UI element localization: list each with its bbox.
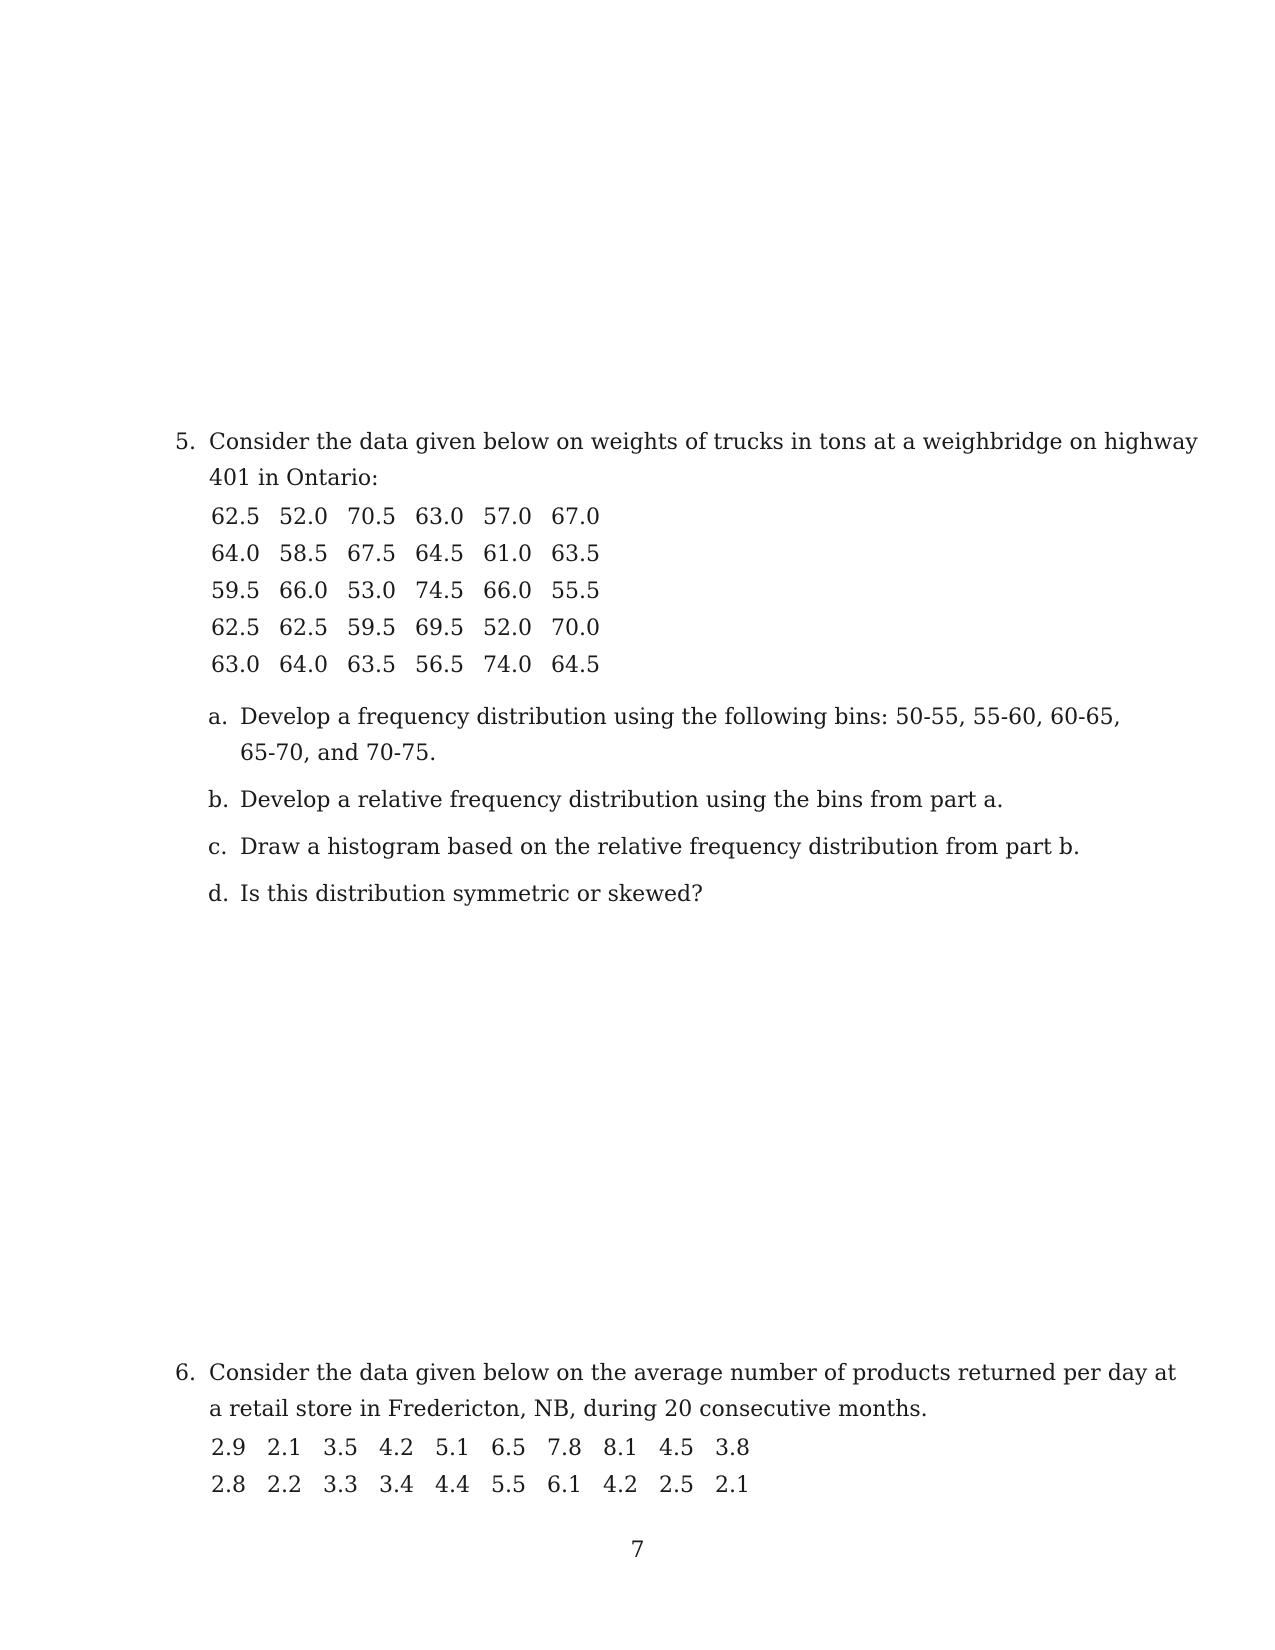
table-cell: 67.0 — [551, 505, 600, 530]
table-row — [211, 1430, 771, 1467]
table-cell: 69.5 — [415, 616, 464, 641]
problem-statement: Consider the data given below on weights of trucks in tons at a weighbridge on highway — [209, 430, 1198, 455]
table-cell: 2.8 — [211, 1473, 246, 1498]
table-cell: 64.5 — [551, 653, 600, 678]
table-cell: 63.5 — [347, 653, 396, 678]
table-cell: 74.5 — [415, 579, 464, 604]
table-row — [211, 1467, 771, 1504]
problem-number: 5. — [175, 430, 196, 455]
table-cell: 4.2 — [603, 1473, 638, 1498]
page-number: 7 — [630, 1538, 645, 1563]
table-row — [211, 610, 619, 647]
table-cell: 74.0 — [483, 653, 532, 678]
table-cell: 63.0 — [211, 653, 260, 678]
table-cell: 59.5 — [211, 579, 260, 604]
subpart-letter: d. — [208, 882, 230, 907]
subpart-a — [208, 700, 1135, 772]
problem-statement: Consider the data given below on the average number of products returned per day at — [209, 1361, 1177, 1386]
table-cell: 57.0 — [483, 505, 532, 530]
subpart-letter: a. — [208, 705, 229, 730]
table-cell: 2.1 — [715, 1473, 750, 1498]
table-cell: 70.0 — [551, 616, 600, 641]
table-cell: 5.1 — [435, 1436, 470, 1461]
table-cell: 63.0 — [415, 505, 464, 530]
table-row — [211, 536, 619, 573]
table-cell: 64.5 — [415, 542, 464, 567]
table-cell: 70.5 — [347, 505, 396, 530]
table-cell: 2.9 — [211, 1436, 246, 1461]
table-cell: 62.5 — [211, 505, 260, 530]
table-cell: 4.2 — [379, 1436, 414, 1461]
truck-weights-table — [211, 499, 619, 684]
returns-table — [211, 1430, 771, 1504]
table-cell: 52.0 — [483, 616, 532, 641]
table-cell: 2.2 — [267, 1473, 302, 1498]
table-cell: 6.1 — [547, 1473, 582, 1498]
table-row — [211, 499, 619, 536]
subpart-c — [208, 830, 1135, 866]
subpart-text: Develop a frequency distribution using the following bins: 50-55, 55-60, 60-65, 65-70, and 70-75. — [240, 705, 1121, 766]
subpart-letter: c. — [208, 835, 228, 860]
table-cell: 59.5 — [347, 616, 396, 641]
table-cell: 53.0 — [347, 579, 396, 604]
table-cell: 3.4 — [379, 1473, 414, 1498]
problem-number: 6. — [175, 1361, 196, 1386]
table-cell: 5.5 — [491, 1473, 526, 1498]
table-cell: 61.0 — [483, 542, 532, 567]
table-cell: 7.8 — [547, 1436, 582, 1461]
problem-6 — [175, 1356, 1177, 1504]
subpart-d — [208, 877, 1135, 913]
table-cell: 4.4 — [435, 1473, 470, 1498]
table-cell: 56.5 — [415, 653, 464, 678]
table-cell: 66.0 — [279, 579, 328, 604]
table-cell: 55.5 — [551, 579, 600, 604]
problem-5-line-2: 401 in Ontario: — [209, 466, 379, 491]
subpart-text: Is this distribution symmetric or skewed? — [240, 882, 703, 907]
table-cell: 2.5 — [659, 1473, 694, 1498]
table-cell: 6.5 — [491, 1436, 526, 1461]
table-cell: 62.5 — [211, 616, 260, 641]
table-cell: 8.1 — [603, 1436, 638, 1461]
subpart-letter: b. — [208, 788, 230, 813]
problem-6-line-2: a retail store in Fredericton, NB, during 20 consecutive months. — [209, 1397, 928, 1422]
table-cell: 52.0 — [279, 505, 328, 530]
subpart-b — [208, 783, 1135, 819]
table-cell: 3.8 — [715, 1436, 750, 1461]
table-cell: 66.0 — [483, 579, 532, 604]
table-cell: 62.5 — [279, 616, 328, 641]
table-cell: 64.0 — [279, 653, 328, 678]
table-cell: 3.3 — [323, 1473, 358, 1498]
table-cell: 63.5 — [551, 542, 600, 567]
problem-5 — [175, 425, 1198, 924]
table-cell: 3.5 — [323, 1436, 358, 1461]
table-row — [211, 647, 619, 684]
table-cell: 2.1 — [267, 1436, 302, 1461]
table-cell: 4.5 — [659, 1436, 694, 1461]
table-cell: 64.0 — [211, 542, 260, 567]
subpart-text: Develop a relative frequency distribution using the bins from part a. — [240, 788, 1004, 813]
problem-6-line-1 — [175, 1356, 1177, 1392]
table-cell: 67.5 — [347, 542, 396, 567]
table-row — [211, 573, 619, 610]
subpart-text: Draw a histogram based on the relative frequency distribution from part b. — [240, 835, 1080, 860]
table-cell: 58.5 — [279, 542, 328, 567]
problem-5-line-1 — [175, 425, 1198, 461]
problem-5-subparts — [208, 700, 1135, 913]
